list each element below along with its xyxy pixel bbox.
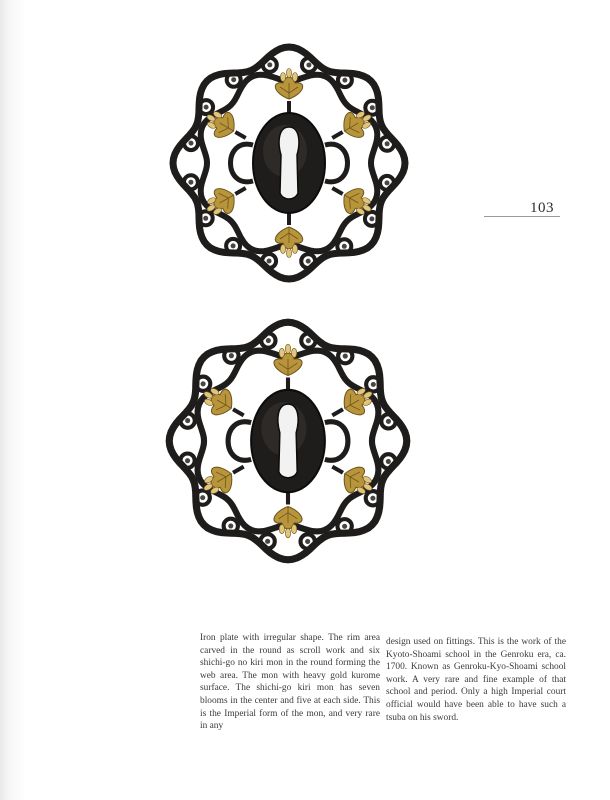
tsuba-icon [164, 38, 414, 288]
caption-text-2: design used on fittings. This is the work of the Kyoto-Shoami school in the Genroku era, ca. 1700. Known as Genroku-Kyo-Shoami school work. A very rare and fine example of that school and period. Only a high Imperial court official would have been able to have such a tsuba on his sword. [386, 637, 566, 723]
tsuba-front-image [164, 38, 414, 288]
tsuba-back-image [160, 313, 416, 569]
tsuba-icon [160, 313, 416, 569]
caption-text-1: Iron plate with irregular shape. The rim area carved in the round as scroll work and six shichi-go no kiri mon in the round forming the web area. The mon with heavy gold kurome surface. The shichi-go kiri mon has seven blooms in the center and five at each side. This is the Imperial form of the mon, and very rare in any [200, 633, 380, 732]
caption-column-1 [200, 632, 380, 733]
caption-column-2 [386, 636, 566, 724]
page-number: 103 [530, 200, 554, 216]
